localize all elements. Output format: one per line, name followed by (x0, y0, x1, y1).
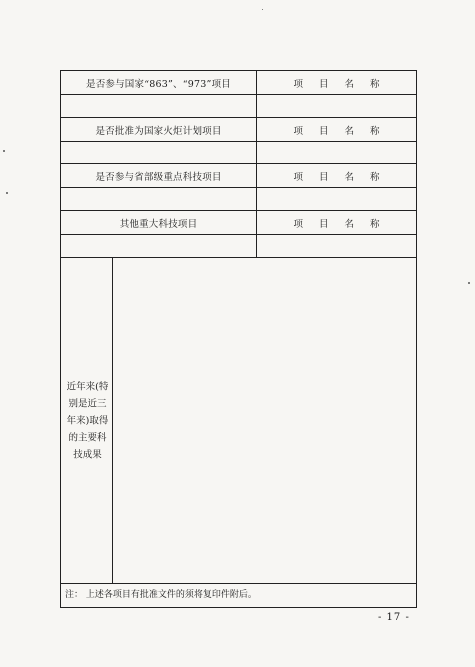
project-header-row-torch (61, 118, 416, 142)
achievements-row (61, 258, 416, 584)
form-table (60, 70, 417, 608)
project-entry-row-provincial (61, 188, 416, 211)
project-entry-name-cell[interactable] (257, 142, 416, 163)
scan-speck (6, 192, 8, 194)
footnote: 注： 上述各项目有批准文件的须将复印件附后。 (65, 590, 257, 600)
project-entry-answer-cell[interactable] (61, 142, 257, 163)
scan-speck (468, 282, 470, 284)
project-entry-answer-cell[interactable] (61, 188, 257, 210)
page-number: - 17 - (378, 612, 410, 623)
project-name-label: 项 目 名 称 (293, 78, 380, 90)
project-name-label: 项 目 名 称 (293, 218, 380, 230)
project-header-row-provincial (61, 164, 416, 188)
project-header-torch: 是否批准为国家火炬计划项目 (95, 125, 222, 137)
achievements-content-cell[interactable] (113, 258, 416, 583)
project-header-provincial: 是否参与省部级重点科技项目 (95, 171, 222, 183)
project-header-863-973: 是否参与国家“863”、“973”项目 (86, 78, 231, 90)
project-header-row-863-973 (61, 71, 416, 95)
project-name-label: 项 目 名 称 (293, 125, 380, 137)
project-entry-name-cell[interactable] (257, 188, 416, 210)
scan-speck (262, 9, 263, 10)
project-entry-row-863-973 (61, 95, 416, 118)
project-entry-name-cell[interactable] (257, 235, 416, 257)
project-entry-answer-cell[interactable] (61, 235, 257, 257)
project-entry-name-cell[interactable] (257, 95, 416, 117)
achievements-label-cell (61, 258, 113, 583)
project-entry-answer-cell[interactable] (61, 95, 257, 117)
scan-speck (3, 150, 5, 152)
project-name-label: 项 目 名 称 (293, 171, 380, 183)
project-entry-row-torch (61, 142, 416, 164)
project-header-other: 其他重大科技项目 (119, 218, 198, 230)
achievements-label: 近年来(特 别是近三 年来)取得 的主要科 技成果 (66, 381, 109, 460)
project-header-row-other (61, 211, 416, 235)
project-entry-row-other (61, 235, 416, 258)
